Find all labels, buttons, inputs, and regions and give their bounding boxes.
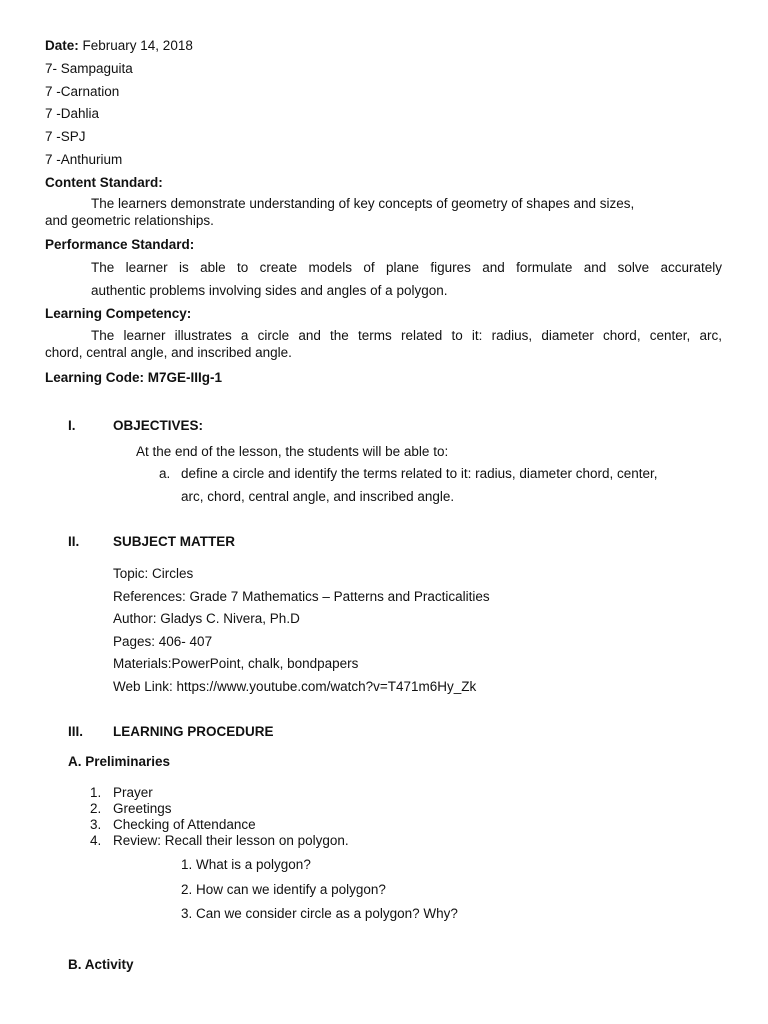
performance-standard-line2: authentic problems involving sides and angles of a polygon.	[91, 283, 448, 298]
review-question-3: 3. Can we consider circle as a polygon? Why?	[181, 906, 458, 921]
procedure-numeral: III.	[68, 724, 84, 739]
performance-standard-heading: Performance Standard:	[45, 237, 195, 252]
subject-references: References: Grade 7 Mathematics – Patterns and Practicalities	[113, 589, 490, 604]
objectives-intro: At the end of the lesson, the students will be able to:	[136, 444, 449, 459]
prelim-item-review: Review: Recall their lesson on polygon.	[113, 833, 349, 848]
objective-item-marker: a.	[159, 466, 171, 481]
prelim-num-2: 2.	[90, 801, 102, 816]
subject-topic: Topic: Circles	[113, 566, 194, 581]
date-value: February 14, 2018	[78, 38, 193, 53]
subject-matter-numeral: II.	[68, 534, 80, 549]
section-dahlia: 7 -Dahlia	[45, 106, 100, 121]
objective-item-line2: arc, chord, central angle, and inscribed angle.	[181, 489, 455, 504]
learning-competency-heading: Learning Competency:	[45, 306, 192, 321]
prelim-num-4: 4.	[90, 833, 102, 848]
review-question-2: 2. How can we identify a polygon?	[181, 882, 386, 897]
subject-matter-title: SUBJECT MATTER	[113, 534, 236, 549]
section-anthurium: 7 -Anthurium	[45, 152, 123, 167]
date-line	[45, 38, 193, 53]
preliminaries-heading: A. Preliminaries	[68, 754, 171, 769]
objectives-numeral: I.	[68, 418, 76, 433]
content-standard-line1: The learners demonstrate understanding of key concepts of geometry of shapes and sizes,	[91, 196, 635, 211]
procedure-title: LEARNING PROCEDURE	[113, 724, 274, 739]
section-sampaguita: 7- Sampaguita	[45, 61, 133, 76]
performance-standard-line1: The learner is able to create models of plane figures and formulate and solve accurately	[91, 260, 722, 275]
date-label: Date:	[45, 38, 79, 53]
section-carnation: 7 -Carnation	[45, 84, 120, 99]
subject-web-link: Web Link: https://www.youtube.com/watch?v=T471m6Hy_Zk	[113, 679, 477, 694]
section-spj: 7 -SPJ	[45, 129, 86, 144]
subject-author: Author: Gladys C. Nivera, Ph.D	[113, 611, 300, 626]
prelim-num-3: 3.	[90, 817, 102, 832]
review-question-1: 1. What is a polygon?	[181, 857, 311, 872]
objective-item-line1: define a circle and identify the terms related to it: radius, diameter chord, center,	[181, 466, 658, 481]
learning-competency-line2: chord, central angle, and inscribed angle.	[45, 345, 292, 360]
prelim-num-1: 1.	[90, 785, 102, 800]
learning-competency-line1: The learner illustrates a circle and the terms related to it: radius, diameter chord, center, arc,	[91, 328, 722, 343]
activity-heading: B. Activity	[68, 957, 134, 972]
subject-pages: Pages: 406- 407	[113, 634, 213, 649]
prelim-item-prayer: Prayer	[113, 785, 153, 800]
content-standard-heading: Content Standard:	[45, 175, 163, 190]
objectives-title: OBJECTIVES:	[113, 418, 204, 433]
content-standard-line2: and geometric relationships.	[45, 213, 214, 228]
learning-code: Learning Code: M7GE-IIIg-1	[45, 370, 223, 385]
subject-materials: Materials:PowerPoint, chalk, bondpapers	[113, 656, 359, 671]
prelim-item-greetings: Greetings	[113, 801, 172, 816]
prelim-item-attendance: Checking of Attendance	[113, 817, 256, 832]
